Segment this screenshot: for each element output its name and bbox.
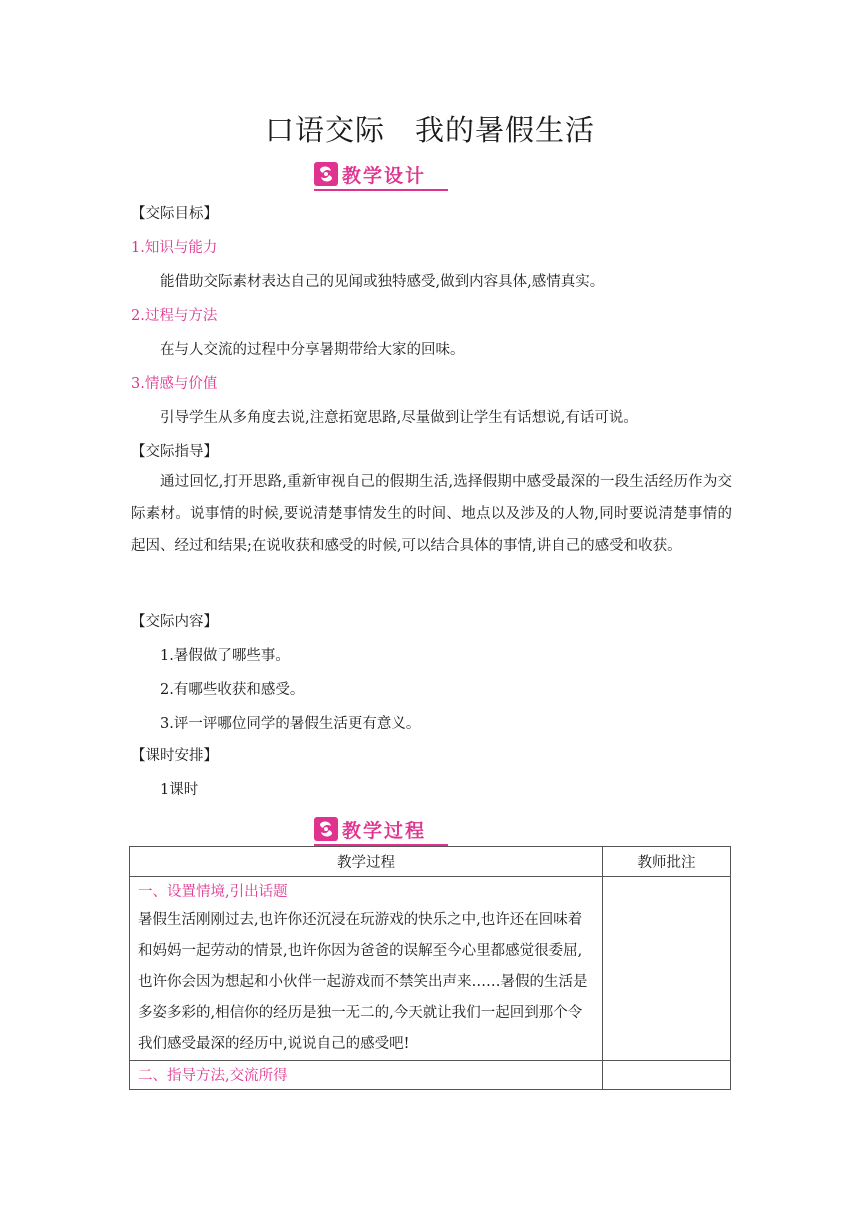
- table-row: [130, 1061, 731, 1090]
- col-header-notes: 教师批注: [603, 847, 731, 877]
- goal-label-2: 2.过程与方法: [131, 308, 218, 324]
- schedule-text: 1课时: [160, 782, 199, 798]
- notes-cell: [603, 1061, 731, 1090]
- section-banner-process: [314, 815, 448, 843]
- banner-label: 教学过程: [342, 819, 427, 842]
- goal-text-3: 引导学生从多角度去说,注意拓宽思路,尽量做到让学生有话想说,有话可说。: [160, 410, 638, 426]
- content-item-3: 3.评一评哪位同学的暑假生活更有意义。: [160, 716, 421, 732]
- swirl-logo-icon: [314, 162, 338, 186]
- process-table: [129, 846, 731, 1090]
- process-cell: [130, 877, 603, 1061]
- banner-label: 教学设计: [342, 164, 427, 187]
- goals-heading: 【交际目标】: [131, 206, 218, 222]
- swirl-logo-icon: [314, 817, 338, 841]
- goal-text-2: 在与人交流的过程中分享暑期带给大家的回味。: [160, 342, 465, 358]
- page-title: 口语交际 我的暑假生活: [264, 113, 595, 147]
- section-banner-design: [314, 160, 448, 188]
- guide-paragraph: 通过回忆,打开思路,重新审视自己的假期生活,选择假期中感受最深的一段生活经历作为交际素材。说事情的时候,要说清楚事情发生的时间、地点以及涉及的人物,同时要说清楚事情的起因、经过和结果;在说收获和感受的时候,可以结合具体的事情,讲自己的感受和收获。: [131, 474, 732, 554]
- goal-label-1: 1.知识与能力: [131, 240, 218, 256]
- table-header-row: [130, 847, 731, 877]
- goal-label-3: 3.情感与价值: [131, 376, 218, 392]
- guide-heading: 【交际指导】: [131, 444, 218, 460]
- section-2-title: 二、指导方法,交流所得: [138, 1068, 288, 1084]
- col-header-process: 教学过程: [130, 847, 603, 877]
- notes-cell: [603, 877, 731, 1061]
- content-item-2: 2.有哪些收获和感受。: [160, 682, 305, 698]
- content-item-1: 1.暑假做了哪些事。: [160, 648, 290, 664]
- section-1-text: 暑假生活刚刚过去,也许你还沉浸在玩游戏的快乐之中,也许还在回味着和妈妈一起劳动的情景,也许你因为爸爸的误解至今心里都感觉很委屈,也许你会因为想起和小伙伴一起游戏而不禁笑出声来……暑假的生活是多姿多彩的,相信你的经历是独一无二的,今天就让我们一起回到那个令我们感受最深的经历中,说说自己的感受吧!: [138, 912, 588, 1052]
- content-heading: 【交际内容】: [131, 614, 218, 630]
- goal-text-1: 能借助交际素材表达自己的见闻或独特感受,做到内容具体,感情真实。: [160, 274, 605, 290]
- section-1-title: 一、设置情境,引出话题: [138, 884, 288, 900]
- schedule-heading: 【课时安排】: [131, 748, 218, 764]
- process-cell: [130, 1061, 603, 1090]
- table-row: [130, 877, 731, 1061]
